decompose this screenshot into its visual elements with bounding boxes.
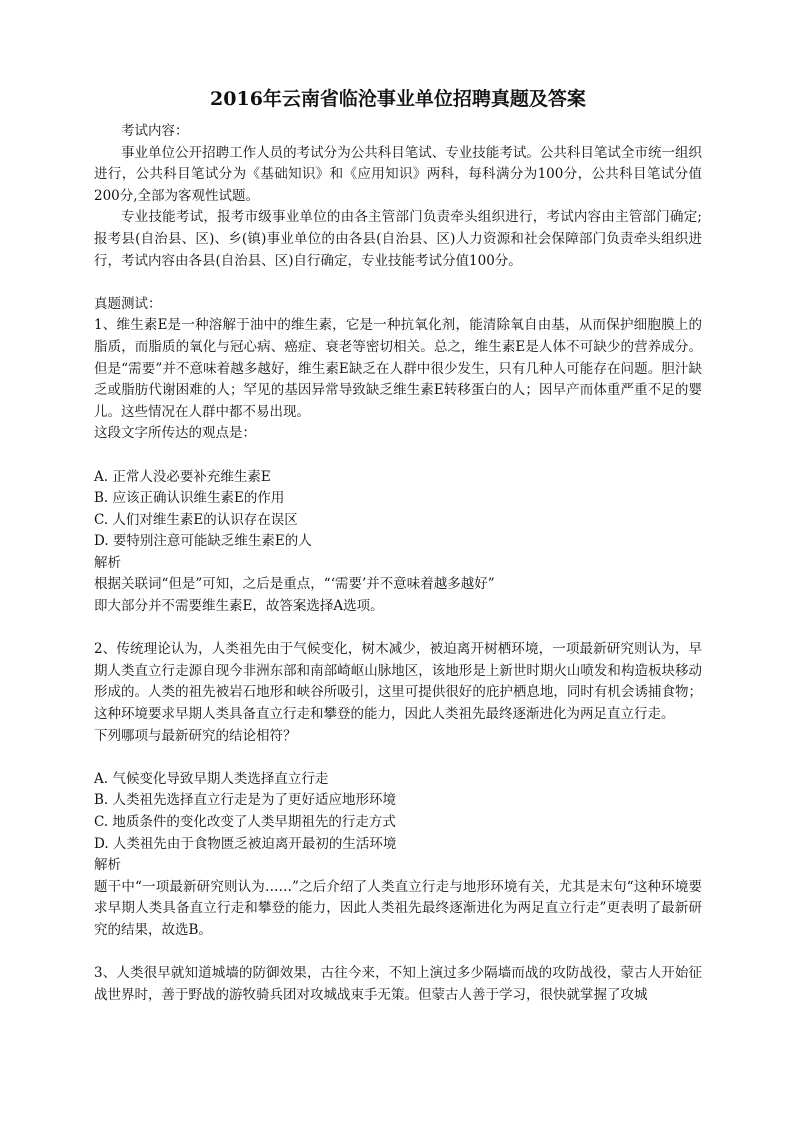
spacer: [94, 445, 702, 467]
spacer: [94, 942, 702, 964]
question-1-analysis-line-2: 即大部分并不需要维生素E，故答案选择A选项。: [94, 598, 384, 615]
document-title: 2016年云南省临沧事业单位招聘真题及答案: [210, 88, 586, 110]
question-1-analysis-label: 解析: [94, 554, 121, 571]
question-1-ask: 这段文字所传达的观点是：: [94, 425, 256, 442]
question-3-stem: 3、人类很早就知道城墙的防御效果，古往今来，不知上演过多少隔墙而战的攻防战役，蒙古人开始征战世界时，善于野战的游牧骑兵团对攻城战束手无策。但蒙古人善于学习，很快就掌握了攻城: [94, 965, 702, 1003]
question-1-stem: 1、维生素E是一种溶解于油中的维生素，它是一种抗氧化剂，能清除氧自由基，从而保护细胞膜上的脂质，而脂质的氧化与冠心病、癌症、衰老等密切相关。总之，维生素E是人体不可缺少的营养成分。但是“需要”并不意味着越多越好，维生素E缺乏在人群中很少发生，只有几种人可能存在问题。胆汁缺乏或脂肪代谢困难的人；罕见的基因异常导致缺乏维生素E转移蛋白的人；因早产而体重严重不足的婴儿。这些情况在人群中都不易出现。: [94, 317, 702, 420]
spacer: [94, 747, 702, 769]
question-2-option-a: A. 气候变化导致早期人类选择直立行走: [94, 770, 329, 787]
document-page: [94, 86, 702, 1006]
question-1-option-c: C. 人们对维生素E的认识存在误区: [94, 511, 298, 528]
intro-paragraph-1: 事业单位公开招聘工作人员的考试分为公共科目笔试、专业技能考试。公共科目笔试全市统一组织进行，公共科目笔试分为《基础知识》和《应用知识》两科，每科满分为100分，公共科目笔试分值200分,全部为客观性试题。: [94, 144, 702, 204]
question-2-analysis-label: 解析: [94, 857, 121, 874]
question-2-analysis-line-1: 题干中“一项最新研究则认为……”之后介绍了人类直立行走与地形环境有关，尤其是末句“这种环境要求早期人类具备直立行走和攀登的能力，因此人类祖先最终逐渐进化为两足直立行走”更表明了最新研究的结果，故选B。: [94, 878, 702, 938]
question-1-option-a: A. 正常人没必要补充维生素E: [94, 468, 271, 485]
question-1-option-b: B. 应该正确认识维生素E的作用: [94, 490, 285, 507]
question-2-option-c: C. 地质条件的变化改变了人类早期祖先的行走方式: [94, 814, 396, 830]
question-2-option-b: B. 人类祖先选择直立行走是为了更好适应地形环境: [94, 792, 397, 809]
spacer: [94, 272, 702, 294]
intro-paragraph-2: 专业技能考试，报考市级事业单位的由各主管部门负责牵头组织进行，考试内容由主管部门确定;报考县(自治县、区)、乡(镇)事业单位的由各县(自治县、区)人力资源和社会保障部门负责牵头组织进行，考试内容由各县(自治县、区)自行确定，专业技能考试分值100分。: [94, 209, 702, 269]
question-2-stem: 2、传统理论认为，人类祖先由于气候变化，树木减少，被迫离开树栖环境，一项最新研究则认为，早期人类直立行走源自现今非洲东部和南部崎岖山脉地区，该地形是上新世时期火山喷发和构造板块移动形成的。人类的祖先被岩石地形和峡谷所吸引，这里可提供很好的庇护栖息地，同时有机会诱捕食物；这种环境要求早期人类具备直立行走和攀登的能力，因此人类祖先最终逐渐进化为两足直立行走。: [94, 641, 702, 723]
question-2-ask: 下列哪项与最新研究的结论相符？: [94, 727, 297, 744]
test-heading: 真题测试：: [94, 295, 162, 312]
spacer: [94, 618, 702, 640]
question-2-option-d: D. 人类祖先由于食物匮乏被迫离开最初的生活环境: [94, 835, 397, 852]
question-1-analysis-line-1: 根据关联词“但是”可知，之后是重点，“‘需要’并不意味着越多越好”: [94, 576, 495, 593]
intro-heading: 考试内容：: [121, 123, 189, 139]
question-1-option-d: D. 要特别注意可能缺乏维生素E的人: [94, 533, 312, 550]
